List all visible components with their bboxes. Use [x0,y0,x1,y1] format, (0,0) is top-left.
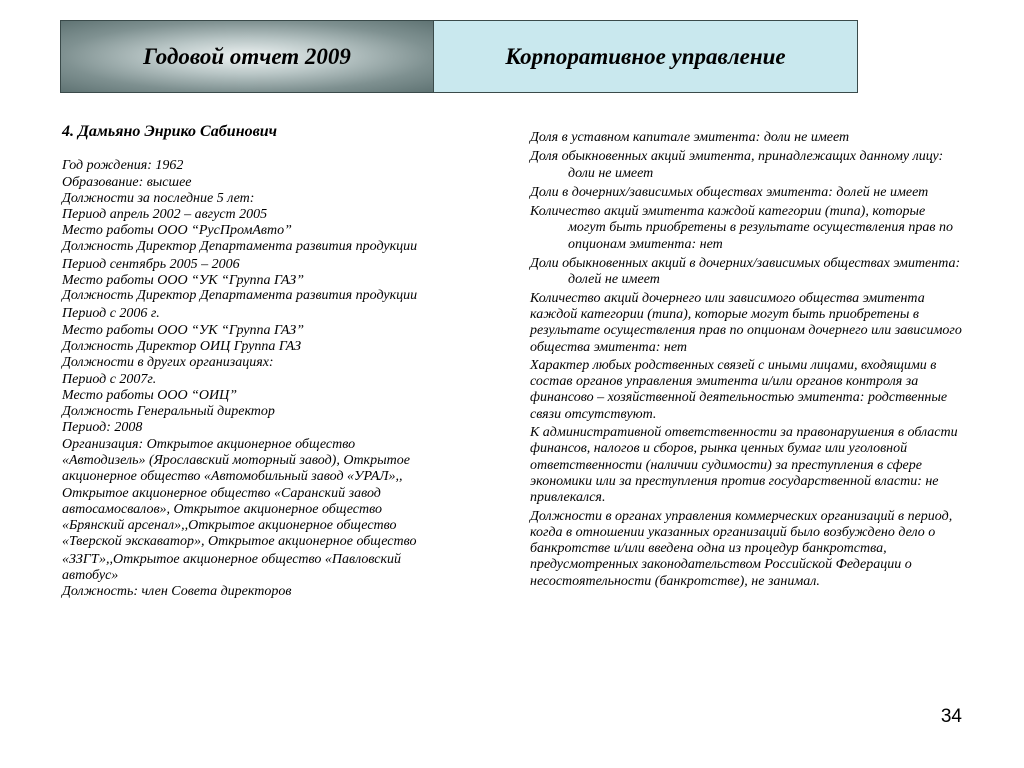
position-3: Должность Директор ОИЦ Группа ГАЗ [62,338,302,354]
workplace-2: Место работы ООО “УК “Группа ГАЗ” [62,273,304,289]
liability-statement: К административной ответственности за правонарушения в области финансов, налогов и сборов, рынка ценных бумаг или уголовной ответственности (наличии судимости) за преступления в сфере экономики или за преступления против государственной власти: не привлекался. [530,425,958,506]
workplace-3: Место работы ООО “УК “Группа ГАЗ” [62,322,304,338]
organizations-line-1: Организация: Открытое акционерное общество [62,436,356,452]
organizations-line-3: акционерное общество «Автомобильный завод «УРАЛ»,, [62,469,403,485]
workplace-1: Место работы ООО “РусПромАвто” [62,223,292,239]
period-1: Период апрель 2002 – август 2005 [62,207,268,223]
birth-year: Год рождения: 1962 [62,158,184,174]
charter-capital-share: Доля в уставном капитале эмитента: доли не имеет [530,130,850,145]
board-member-position: Должность: член Совета директоров [62,584,292,600]
family-relations: Характер любых родственных связей с иными лицами, входящими в состав органов управления эмитента и/или органов контроля за финансово – хозяйственной деятельностью эмитента: родственные связи отсутствуют. [530,357,948,422]
organizations-line-2: «Автодизель» (Ярославский моторный завод), Открытое [62,453,410,469]
position-4: Должность Генеральный директор [62,404,275,420]
workplace-4: Место работы ООО “ОИЦ” [62,387,237,403]
education: Образование: высшее [62,174,192,190]
annual-report-title: Годовой отчет 2009 [143,43,351,69]
subsidiary-ordinary-shares: Доли обыкновенных акций в дочерних/зависимых обществах эмитента: долей не имеет [530,256,961,288]
position-2: Должность Директор Департамента развития продукции [62,288,418,304]
header-right-panel [434,21,857,92]
organizations-line-6: «Брянский арсенал»,,Открытое акционерное общество [62,518,397,534]
header-left-panel [61,21,434,92]
other-positions-heading: Должности в других организациях: [62,355,274,371]
period-4: Период с 2007г. [62,371,157,387]
section-title: Корпоративное управление [505,43,786,69]
right-column [530,130,962,590]
position-1: Должность Директор Департамента развития продукции [62,238,418,254]
ordinary-shares-share: Доля обыкновенных акций эмитента, принадлежащих данному лицу: доли не имеет [530,149,944,181]
person-name: 4. Дамьяно Энрико Сабинович [62,123,278,140]
left-column [62,124,502,600]
option-shares: Количество акций эмитента каждой категории (типа), которые могут быть приобретены в результате осуществления прав по опционам эмитента: нет [530,204,953,252]
period-5: Период: 2008 [62,420,143,436]
bankruptcy-positions: Должности в органах управления коммерческих организаций в период, когда в отношении указанных организаций было возбуждено дело о банкротстве и/или введена одна из процедур банкротства, предусмотренных законодательством Российской Федерации о несостоятельности (банкротстве), не занимал. [530,508,953,589]
page-number: 34 [940,706,962,727]
subsidiary-option-shares: Количество акций дочернего или зависимого общества эмитента каждой категории (типа), которые могут быть приобретены в результате осуществления прав по опционам дочернего или зависимого общества эмитента: нет [530,290,962,355]
period-2: Период сентябрь 2005 – 2006 [62,256,240,272]
organizations-line-5: автосамосвалов», Открытое акционерное общество [62,501,382,517]
organizations-line-4: Открытое акционерное общество «Саранский завод [62,485,381,501]
slide-header [60,20,858,93]
organizations-line-9: автобус» [62,567,119,583]
positions-heading: Должности за последние 5 лет: [62,190,255,206]
subsidiary-shares: Доли в дочерних/зависимых обществах эмитента: долей не имеет [530,184,929,200]
period-3: Период с 2006 г. [62,306,160,322]
organizations-line-8: «ЗЗГТ»,,Открытое акционерное общество «Павловский [62,551,402,567]
organizations-line-7: «Тверской экскаватор», Открытое акционерное общество [62,533,417,549]
